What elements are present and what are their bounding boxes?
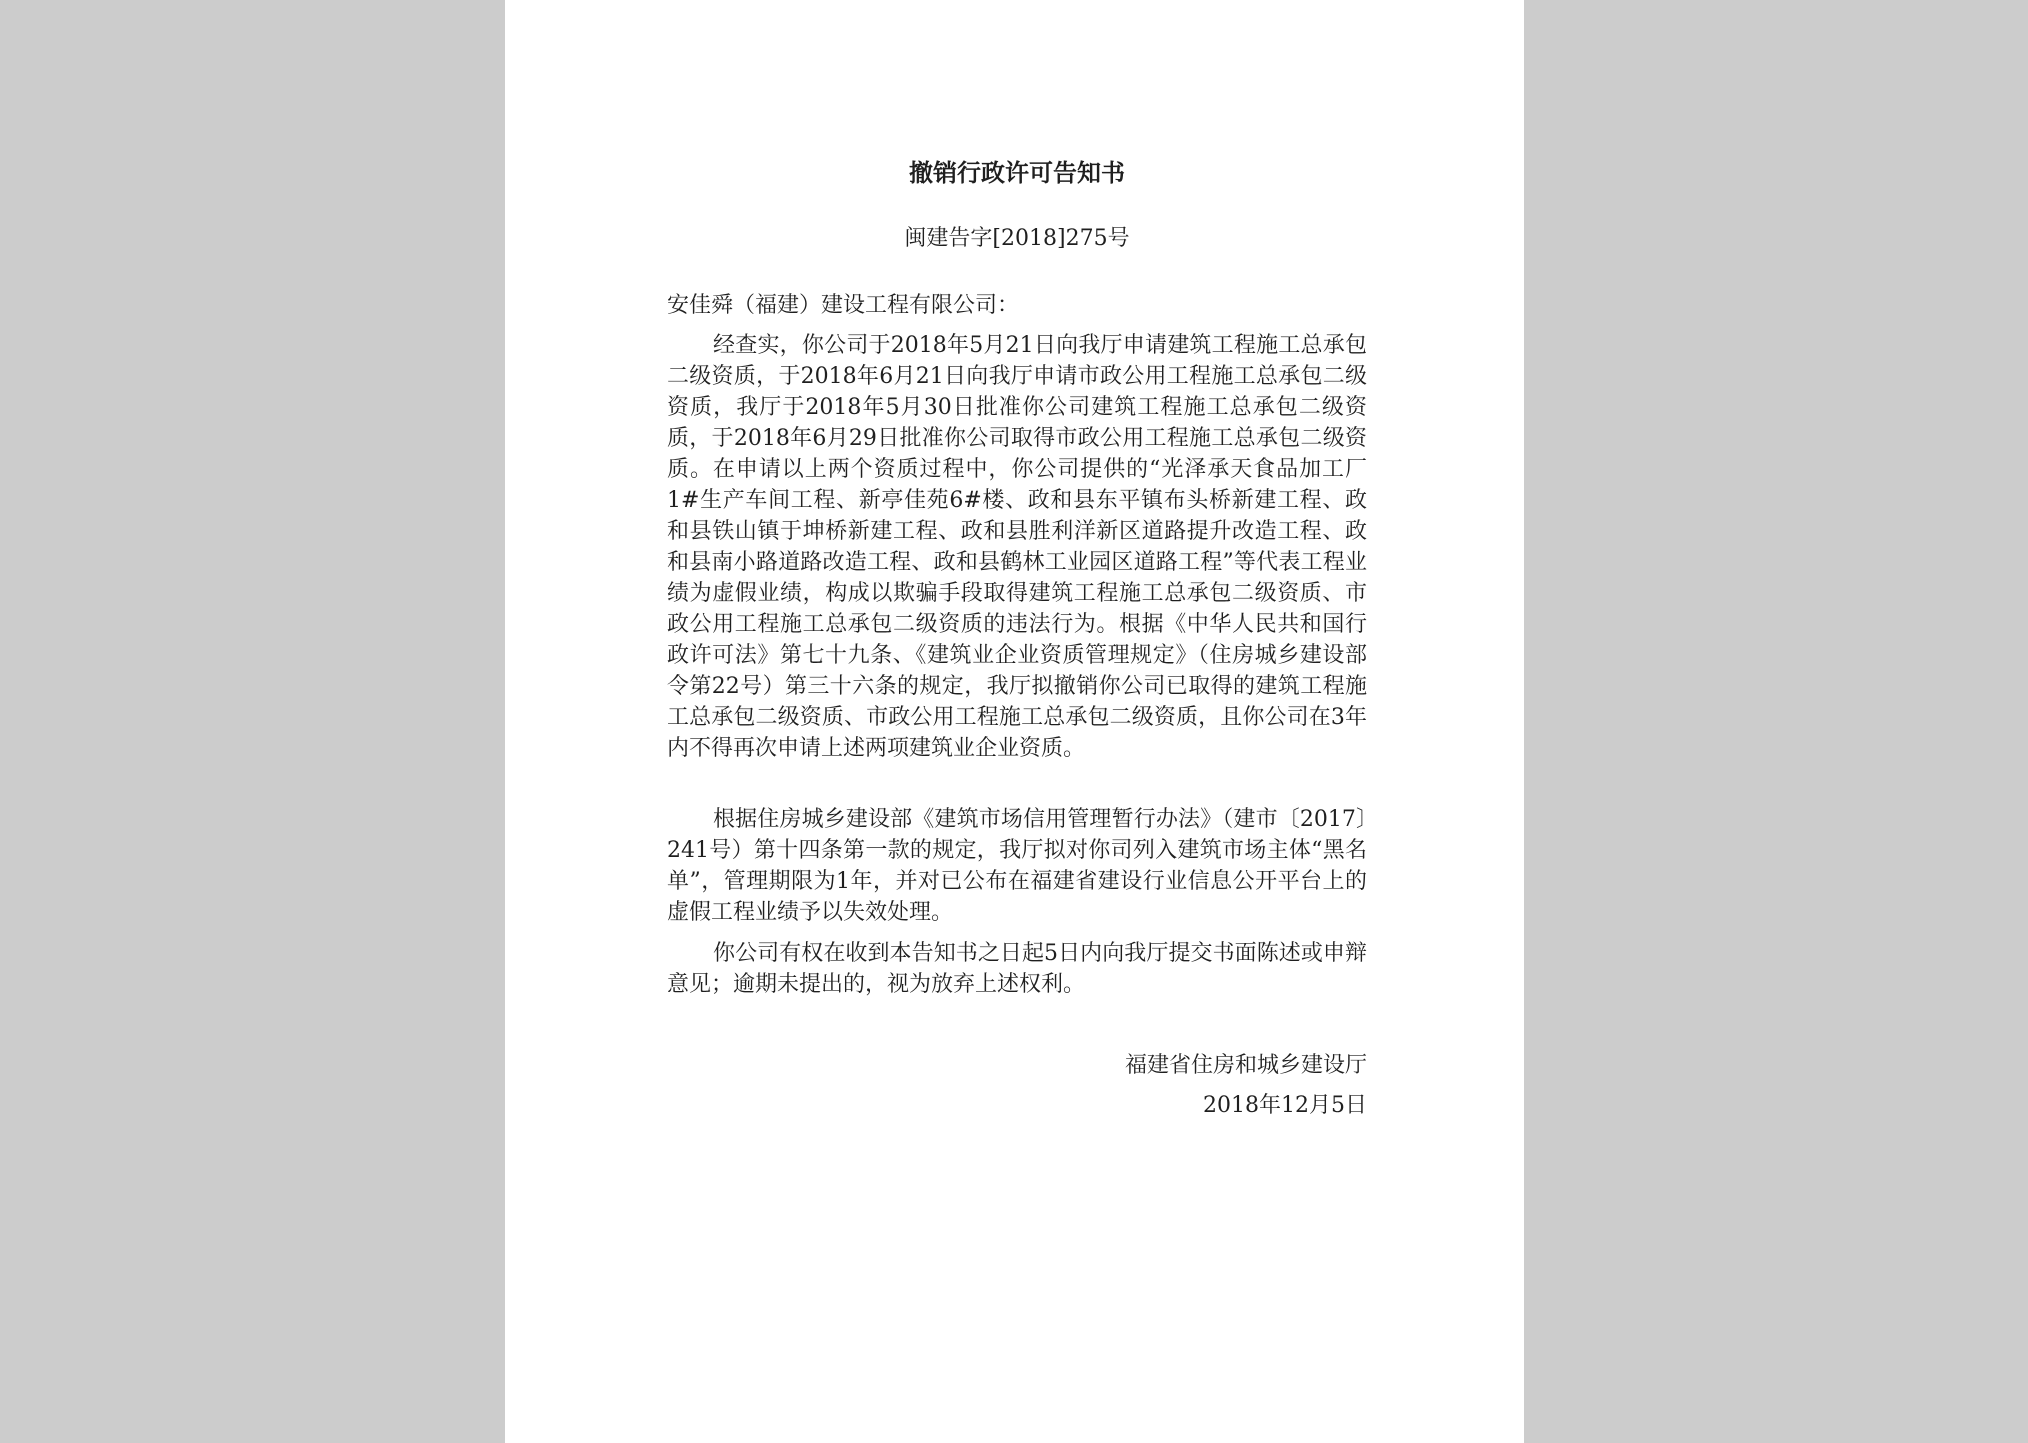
document-title: 撤销行政许可告知书 [909, 158, 1125, 187]
document-page [505, 0, 1524, 1443]
addressee: 安佳舜（福建）建设工程有限公司： [667, 293, 1020, 318]
paragraph-blacklist: 根据住房城乡建设部《建筑市场信用管理暂行办法》（建市〔2017〕241号）第十四条第一款的规定，我厅拟对你司列入建筑市场主体“黑名单”，管理期限为1年，并对已公布在福建省建设行业信息公开平台上的虚假工程业绩予以失效处理。 [667, 807, 1367, 925]
signature-date: 2018年12月5日 [1203, 1093, 1367, 1118]
signature-organization: 福建省住房和城乡建设厅 [1124, 1053, 1367, 1078]
paragraph-rights: 你公司有权在收到本告知书之日起5日内向我厅提交书面陈述或申辩意见；逾期未提出的，视为放弃上述权利。 [667, 941, 1367, 997]
paragraph-findings: 经查实，你公司于2018年5月21日向我厅申请建筑工程施工总承包二级资质，于2018年6月21日向我厅申请市政公用工程施工总承包二级资质，我厅于2018年5月30日批准你公司建筑工程施工总承包二级资质，于2018年6月29日批准你公司取得市政公用工程施工总承包二级资质。在申请以上两个资质过程中，你公司提供的“光泽承天食品加工厂1#生产车间工程、新亭佳苑6#楼、政和县东平镇布头桥新建工程、政和县铁山镇于坤桥新建工程、政和县胜利洋新区道路提升改造工程、政和县南小路道路改造工程、政和县鹤林工业园区道路工程”等代表工程业绩为虚假业绩，构成以欺骗手段取得建筑工程施工总承包二级资质、市政公用工程施工总承包二级资质的违法行为。根据《中华人民共和国行政许可法》第七十九条、《建筑业企业资质管理规定》（住房城乡建设部令第22号）第三十六条的规定，我厅拟撤销你公司已取得的建筑工程施工总承包二级资质、市政公用工程施工总承包二级资质，且你公司在3年内不得再次申请上述两项建筑业企业资质。 [667, 333, 1367, 761]
document-number: 闽建告字[2018]275号 [904, 226, 1130, 251]
